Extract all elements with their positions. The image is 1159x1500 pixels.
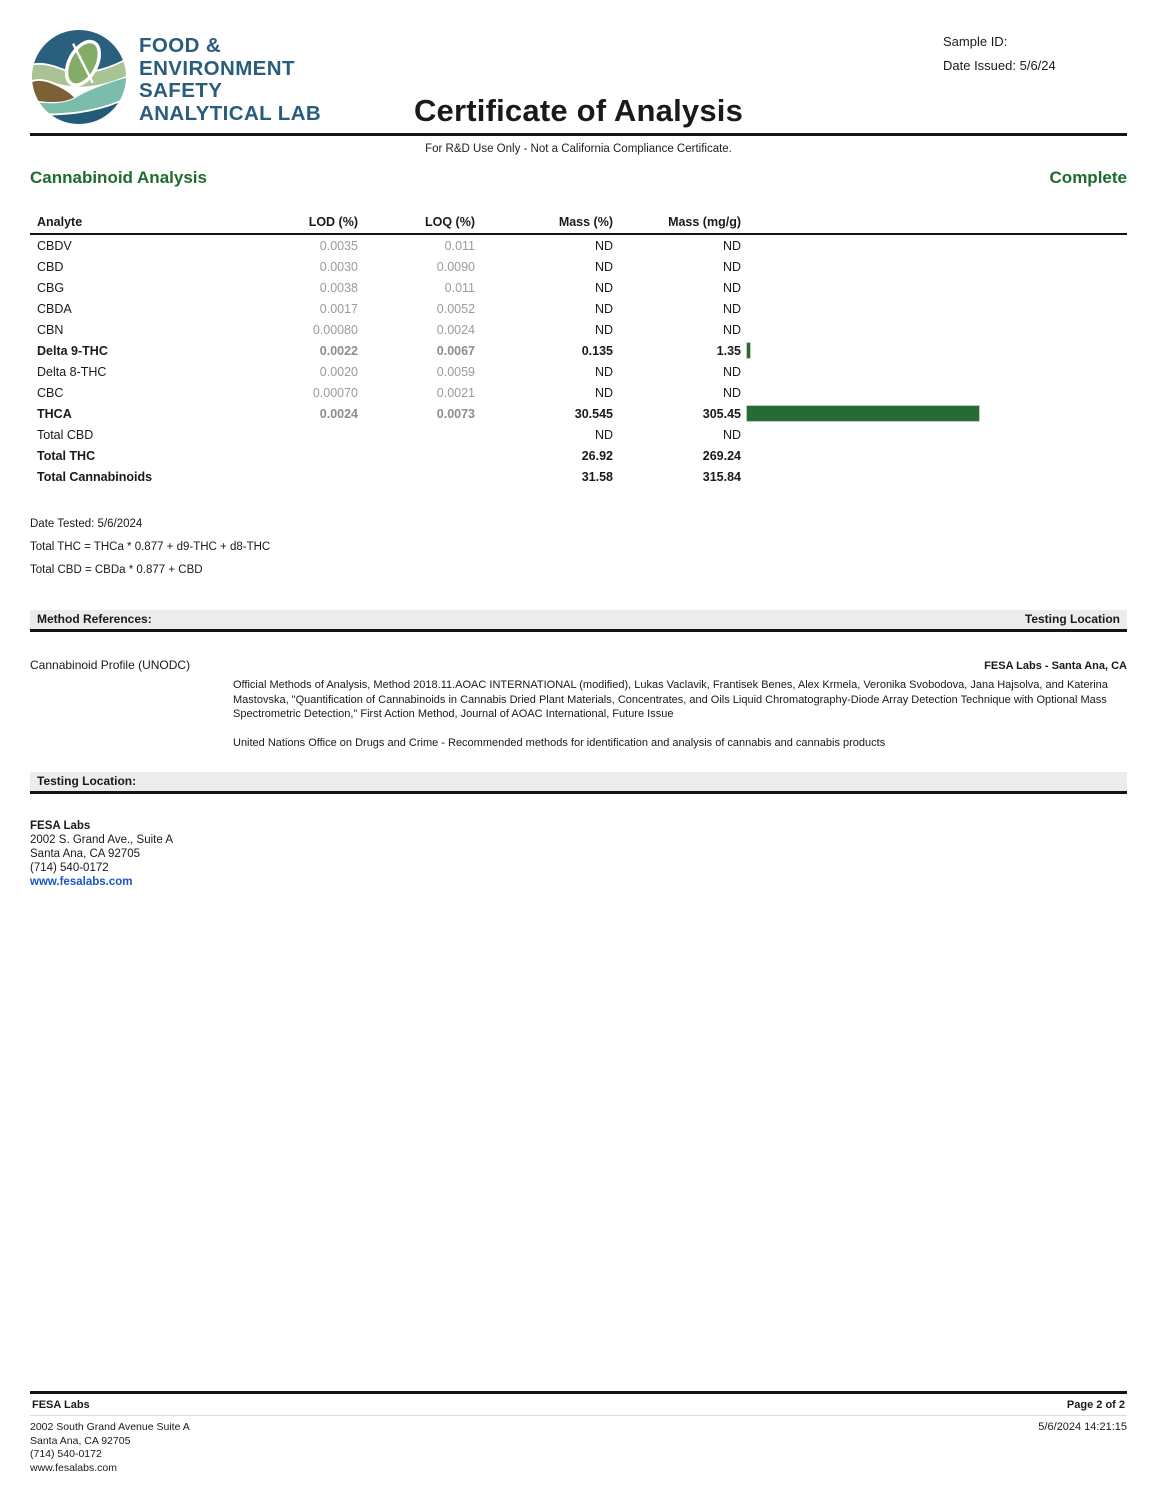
method-name: Cannabinoid Profile (UNODC)	[30, 658, 191, 672]
table-row	[30, 361, 1127, 382]
mass-mg-value: 269.24	[702, 448, 741, 463]
analyte-name: Total Cannabinoids	[37, 469, 153, 484]
analyte-table-header	[30, 211, 1127, 235]
col-mass-mg: Mass (mg/g)	[668, 215, 741, 229]
lod-value: 0.00070	[312, 385, 358, 400]
loq-value: 0.0090	[436, 259, 475, 274]
method-references-bar	[30, 610, 1127, 632]
mass-pct-value: ND	[594, 238, 613, 253]
testing-location-address	[30, 819, 1127, 889]
table-row	[30, 277, 1127, 298]
notes	[30, 518, 1127, 587]
mass-pct-value: 0.135	[581, 343, 613, 358]
mass-pct-value: ND	[594, 280, 613, 295]
analyte-name: Delta 9-THC	[37, 343, 108, 358]
analyte-name: Total CBD	[37, 427, 94, 442]
table-row	[30, 340, 1127, 361]
compliance-note: For R&D Use Only - Not a California Compliance Certificate.	[425, 143, 732, 155]
page-footer	[30, 1391, 1127, 1475]
analyte-name: CBD	[37, 259, 64, 274]
mass-mg-value: ND	[722, 238, 741, 253]
footer-address	[30, 1421, 190, 1475]
date-issued: Date Issued: 5/6/24	[943, 58, 1056, 73]
print-timestamp: 5/6/2024 14:21:15	[1038, 1421, 1127, 1433]
mass-pct-value: ND	[594, 364, 613, 379]
analyte-name: THCA	[37, 406, 72, 421]
testing-location-heading: Testing Location:	[37, 774, 137, 788]
mass-pct-value: ND	[594, 322, 613, 337]
status-badge: Complete	[1049, 168, 1127, 187]
method-testing-location: FESA Labs - Santa Ana, CA	[984, 660, 1127, 672]
analyte-name: CBC	[37, 385, 64, 400]
document-title: Certificate of Analysis	[413, 93, 744, 128]
mass-mg-value: ND	[722, 364, 741, 379]
mass-pct-value: ND	[594, 427, 613, 442]
mass-mg-value: ND	[722, 301, 741, 316]
table-row	[30, 382, 1127, 403]
mass-pct-value: 30.545	[574, 406, 613, 421]
lab-logo-icon	[30, 28, 128, 126]
analyte-name: Delta 8-THC	[37, 364, 107, 379]
loq-value: 0.0052	[436, 301, 475, 316]
loq-value: 0.011	[444, 280, 475, 295]
total-thc-formula: Total THC = THCa * 0.877 + d9-THC + d8-THC	[30, 541, 271, 553]
analyte-name: CBDV	[37, 238, 72, 253]
mass-pct-value: 26.92	[581, 448, 613, 463]
table-row	[30, 235, 1127, 256]
analyte-table-body	[30, 235, 1127, 487]
sample-id-label: Sample ID:	[943, 34, 1008, 49]
loq-value: 0.0073	[436, 406, 475, 421]
loq-value: 0.0059	[436, 364, 475, 379]
lab-name	[139, 28, 321, 125]
col-mass-pct: Mass (%)	[558, 215, 613, 229]
lab-name-line: SAFETY	[139, 79, 223, 102]
footer-address-line-1: 2002 South Grand Avenue Suite A	[30, 1421, 190, 1433]
mass-mg-value: 305.45	[702, 406, 741, 421]
mass-pct-value: ND	[594, 385, 613, 400]
mass-mg-value: ND	[722, 259, 741, 274]
lab-name-line: ENVIRONMENT	[139, 56, 295, 80]
footer-lab-name: FESA Labs	[32, 1399, 90, 1411]
table-row	[30, 424, 1127, 445]
method-citation-1: Official Methods of Analysis, Method 2018.11.AOAC INTERNATIONAL (modified), Lukas Vaclavik, Frantisek Benes, Alex Krmela, Veronika Svobodova, Jana Hajsolva, and Katerina Mastovska, "Quantification of Cannabinoids in Cannabis Dried Plant Materials, Concentrates, and Oils Liquid Chromatography-Diode Array Detection Technique with Optional Mass Spectrometric Detection," First Action Method, Journal of AOAC International, Future Issue	[233, 679, 1108, 720]
phone-number: (714) 540-0172	[30, 862, 109, 874]
lab-name-line: ANALYTICAL LAB	[139, 101, 322, 125]
method-reference-text	[233, 678, 1113, 750]
date-tested: Date Tested: 5/6/2024	[30, 518, 143, 530]
lab-name-line: FOOD &	[139, 34, 222, 57]
mass-bar	[746, 405, 980, 422]
testing-location-label: Testing Location	[1024, 612, 1120, 626]
loq-value: 0.0021	[436, 385, 475, 400]
loq-value: 0.0024	[436, 322, 475, 337]
lod-value: 0.0038	[319, 280, 358, 295]
lab-logo	[30, 28, 321, 126]
analyte-name: Total THC	[37, 448, 96, 463]
col-lod: LOD (%)	[308, 215, 358, 229]
lod-value: 0.00080	[312, 322, 358, 337]
mass-mg-value: ND	[722, 322, 741, 337]
header	[30, 28, 1127, 126]
section-heading	[30, 168, 1127, 188]
lod-value: 0.0035	[319, 238, 358, 253]
method-reference-row	[30, 658, 1127, 672]
lod-value: 0.0022	[319, 343, 358, 358]
method-citation-2: United Nations Office on Drugs and Crime - Recommended methods for identification and analysis of cannabis and cannabis products	[233, 736, 886, 749]
table-row	[30, 298, 1127, 319]
lab-name-text: FESA Labs	[30, 820, 91, 832]
table-row	[30, 466, 1127, 487]
address-line-1: 2002 S. Grand Ave., Suite A	[30, 834, 173, 846]
method-references-label: Method References:	[37, 612, 152, 626]
table-row	[30, 319, 1127, 340]
page-number: Page 2 of 2	[1066, 1399, 1125, 1411]
website-link[interactable]: www.fesalabs.com	[30, 876, 133, 888]
mass-pct-value: ND	[594, 301, 613, 316]
analyte-name: CBN	[37, 322, 64, 337]
testing-location-bar	[30, 772, 1127, 794]
mass-pct-value: ND	[594, 259, 613, 274]
mass-mg-value: ND	[722, 280, 741, 295]
footer-phone: (714) 540-0172	[30, 1448, 102, 1460]
total-cbd-formula: Total CBD = CBDa * 0.877 + CBD	[30, 564, 203, 576]
table-row	[30, 445, 1127, 466]
loq-value: 0.0067	[436, 343, 475, 358]
mass-mg-value: 315.84	[702, 469, 741, 484]
header-divider	[30, 133, 1127, 136]
table-row	[30, 256, 1127, 277]
mass-pct-value: 31.58	[581, 469, 613, 484]
footer-address-line-2: Santa Ana, CA 92705	[30, 1434, 131, 1447]
lod-value: 0.0017	[319, 301, 358, 316]
loq-value: 0.011	[444, 238, 475, 253]
mass-bar	[746, 342, 751, 359]
col-loq: LOQ (%)	[425, 215, 475, 229]
lod-value: 0.0030	[319, 259, 358, 274]
mass-mg-value: ND	[722, 385, 741, 400]
footer-website: www.fesalabs.com	[30, 1461, 117, 1474]
section-title: Cannabinoid Analysis	[30, 168, 207, 187]
mass-mg-value: ND	[722, 427, 741, 442]
col-analyte: Analyte	[37, 215, 83, 229]
analyte-table	[30, 211, 1127, 487]
mass-mg-value: 1.35	[716, 343, 741, 358]
sample-info	[943, 28, 1127, 78]
lod-value: 0.0020	[319, 364, 358, 379]
table-row	[30, 403, 1127, 424]
analyte-name: CBDA	[37, 301, 72, 316]
lod-value: 0.0024	[319, 406, 358, 421]
address-line-2: Santa Ana, CA 92705	[30, 848, 140, 860]
analyte-name: CBG	[37, 280, 65, 295]
